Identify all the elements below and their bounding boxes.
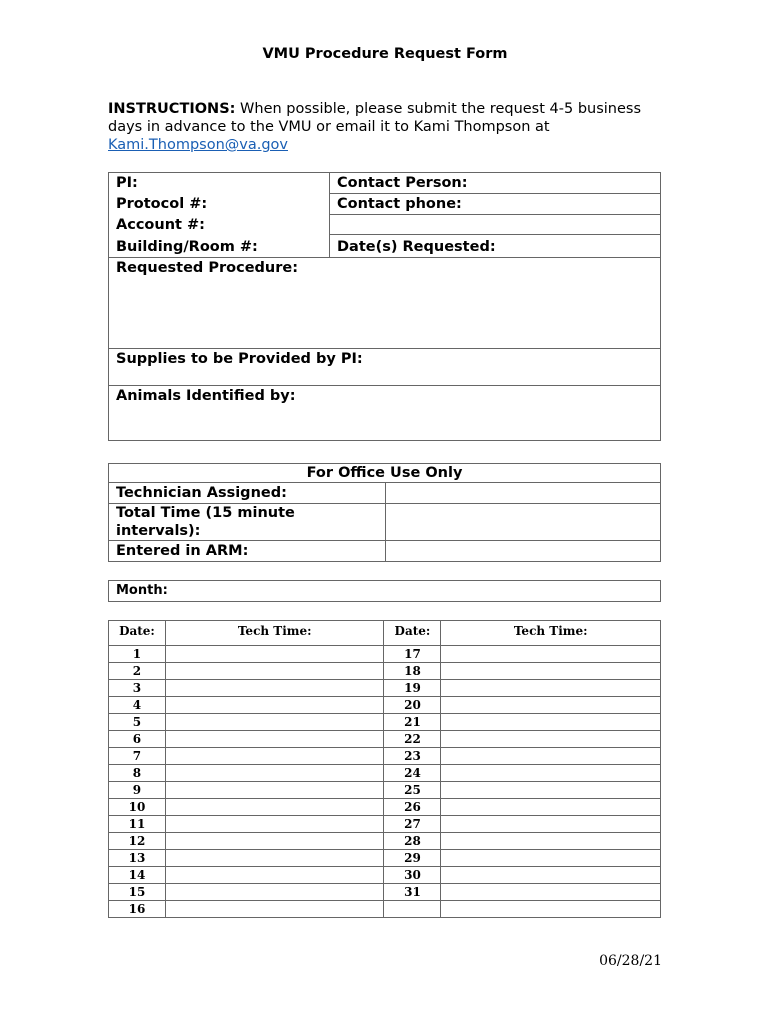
tech-time-cell-left[interactable] [165,884,384,901]
instructions-text: When possible, please submit the request 4-5 business days in advance to the VMU or email it to Kami Thompson at [108,101,642,135]
tech-time-header-left: Tech Time: [165,621,384,646]
total-time-input[interactable] [386,504,661,541]
date-cell-right: 20 [384,697,441,714]
table-row [109,697,661,714]
tech-time-log [108,620,661,918]
date-cell-left: 15 [109,884,166,901]
tech-time-cell-right[interactable] [441,850,661,867]
table-row [109,765,661,782]
table-row [109,816,661,833]
supplies-field[interactable]: Supplies to be Provided by PI: [109,349,661,386]
office-use-table [108,463,661,562]
date-cell-left: 4 [109,697,166,714]
instructions-label: INSTRUCTIONS: [108,101,236,117]
date-cell-right: 18 [384,663,441,680]
office-use-heading: For Office Use Only [109,464,661,483]
date-cell-left: 9 [109,782,166,799]
pi-field[interactable]: PI: [109,173,330,194]
table-row [109,714,661,731]
tech-time-cell-left[interactable] [165,731,384,748]
tech-time-cell-left[interactable] [165,714,384,731]
table-row [109,867,661,884]
date-cell-left: 8 [109,765,166,782]
instructions [108,100,668,154]
date-cell-left: 16 [109,901,166,918]
date-cell-right: 26 [384,799,441,816]
date-cell-right: 21 [384,714,441,731]
date-cell-left: 1 [109,646,166,663]
table-row [109,850,661,867]
tech-time-cell-left[interactable] [165,663,384,680]
technician-assigned-input[interactable] [386,483,661,504]
tech-time-cell-right[interactable] [441,663,661,680]
tech-time-cell-right[interactable] [441,731,661,748]
date-cell-left: 10 [109,799,166,816]
date-cell-right: 27 [384,816,441,833]
tech-time-cell-right[interactable] [441,816,661,833]
date-cell-right: 30 [384,867,441,884]
tech-time-cell-left[interactable] [165,816,384,833]
date-header-right: Date: [384,621,441,646]
month-field[interactable]: Month: [109,581,661,602]
animals-identified-field[interactable]: Animals Identified by: [109,386,661,441]
date-cell-right: 31 [384,884,441,901]
technician-assigned-label: Technician Assigned: [109,483,386,504]
date-cell-right: 29 [384,850,441,867]
table-row [109,884,661,901]
tech-time-cell-left[interactable] [165,833,384,850]
tech-time-cell-left[interactable] [165,697,384,714]
building-room-field[interactable]: Building/Room #: [109,235,330,258]
date-cell-left: 11 [109,816,166,833]
email-link[interactable]: Kami.Thompson@va.gov [108,137,288,153]
table-row [109,799,661,816]
date-cell-right: 22 [384,731,441,748]
date-cell-left: 13 [109,850,166,867]
date-cell-right: 28 [384,833,441,850]
date-cell-right [384,901,441,918]
tech-time-cell-right[interactable] [441,799,661,816]
tech-time-cell-right[interactable] [441,867,661,884]
date-cell-left: 12 [109,833,166,850]
total-time-label: Total Time (15 minute intervals): [109,504,386,541]
tech-time-cell-left[interactable] [165,799,384,816]
tech-time-cell-left[interactable] [165,765,384,782]
tech-time-header-right: Tech Time: [441,621,661,646]
date-cell-left: 2 [109,663,166,680]
request-info-table [108,172,661,441]
table-row [109,663,661,680]
tech-time-cell-left[interactable] [165,782,384,799]
date-cell-right: 23 [384,748,441,765]
date-cell-right: 19 [384,680,441,697]
tech-time-cell-right[interactable] [441,901,661,918]
table-row [109,646,661,663]
contact-phone-field[interactable]: Contact phone: [330,194,661,215]
entered-arm-label: Entered in ARM: [109,541,386,562]
entered-arm-input[interactable] [386,541,661,562]
date-header-left: Date: [109,621,166,646]
dates-requested-field[interactable]: Date(s) Requested: [330,235,661,258]
tech-time-cell-right[interactable] [441,884,661,901]
contact-person-field[interactable]: Contact Person: [330,173,661,194]
date-cell-left: 3 [109,680,166,697]
date-cell-right: 25 [384,782,441,799]
tech-time-cell-right[interactable] [441,833,661,850]
tech-time-cell-left[interactable] [165,748,384,765]
date-cell-left: 5 [109,714,166,731]
table-row [109,731,661,748]
date-cell-left: 6 [109,731,166,748]
tech-time-cell-right[interactable] [441,782,661,799]
table-row [109,680,661,697]
tech-time-cell-left[interactable] [165,850,384,867]
date-cell-left: 7 [109,748,166,765]
table-row [109,833,661,850]
tech-time-cell-right[interactable] [441,748,661,765]
tech-time-cell-left[interactable] [165,680,384,697]
form-title: VMU Procedure Request Form [262,46,508,62]
contact-extra-field[interactable] [330,215,661,235]
date-cell-right: 17 [384,646,441,663]
tech-time-cell-left[interactable] [165,901,384,918]
date-cell-right: 24 [384,765,441,782]
account-field[interactable]: Account #: [109,215,330,235]
tech-time-cell-right[interactable] [441,646,661,663]
month-table [108,580,661,602]
table-row [109,748,661,765]
date-cell-left: 14 [109,867,166,884]
footer-date: 06/28/21 [599,953,662,969]
tech-time-cell-right[interactable] [441,697,661,714]
tech-time-cell-left[interactable] [165,646,384,663]
table-row [109,901,661,918]
tech-time-cell-right[interactable] [441,680,661,697]
table-row [109,782,661,799]
protocol-field[interactable]: Protocol #: [109,194,330,215]
tech-time-cell-left[interactable] [165,867,384,884]
requested-procedure-field[interactable]: Requested Procedure: [109,258,661,349]
tech-time-cell-right[interactable] [441,765,661,782]
tech-time-cell-right[interactable] [441,714,661,731]
